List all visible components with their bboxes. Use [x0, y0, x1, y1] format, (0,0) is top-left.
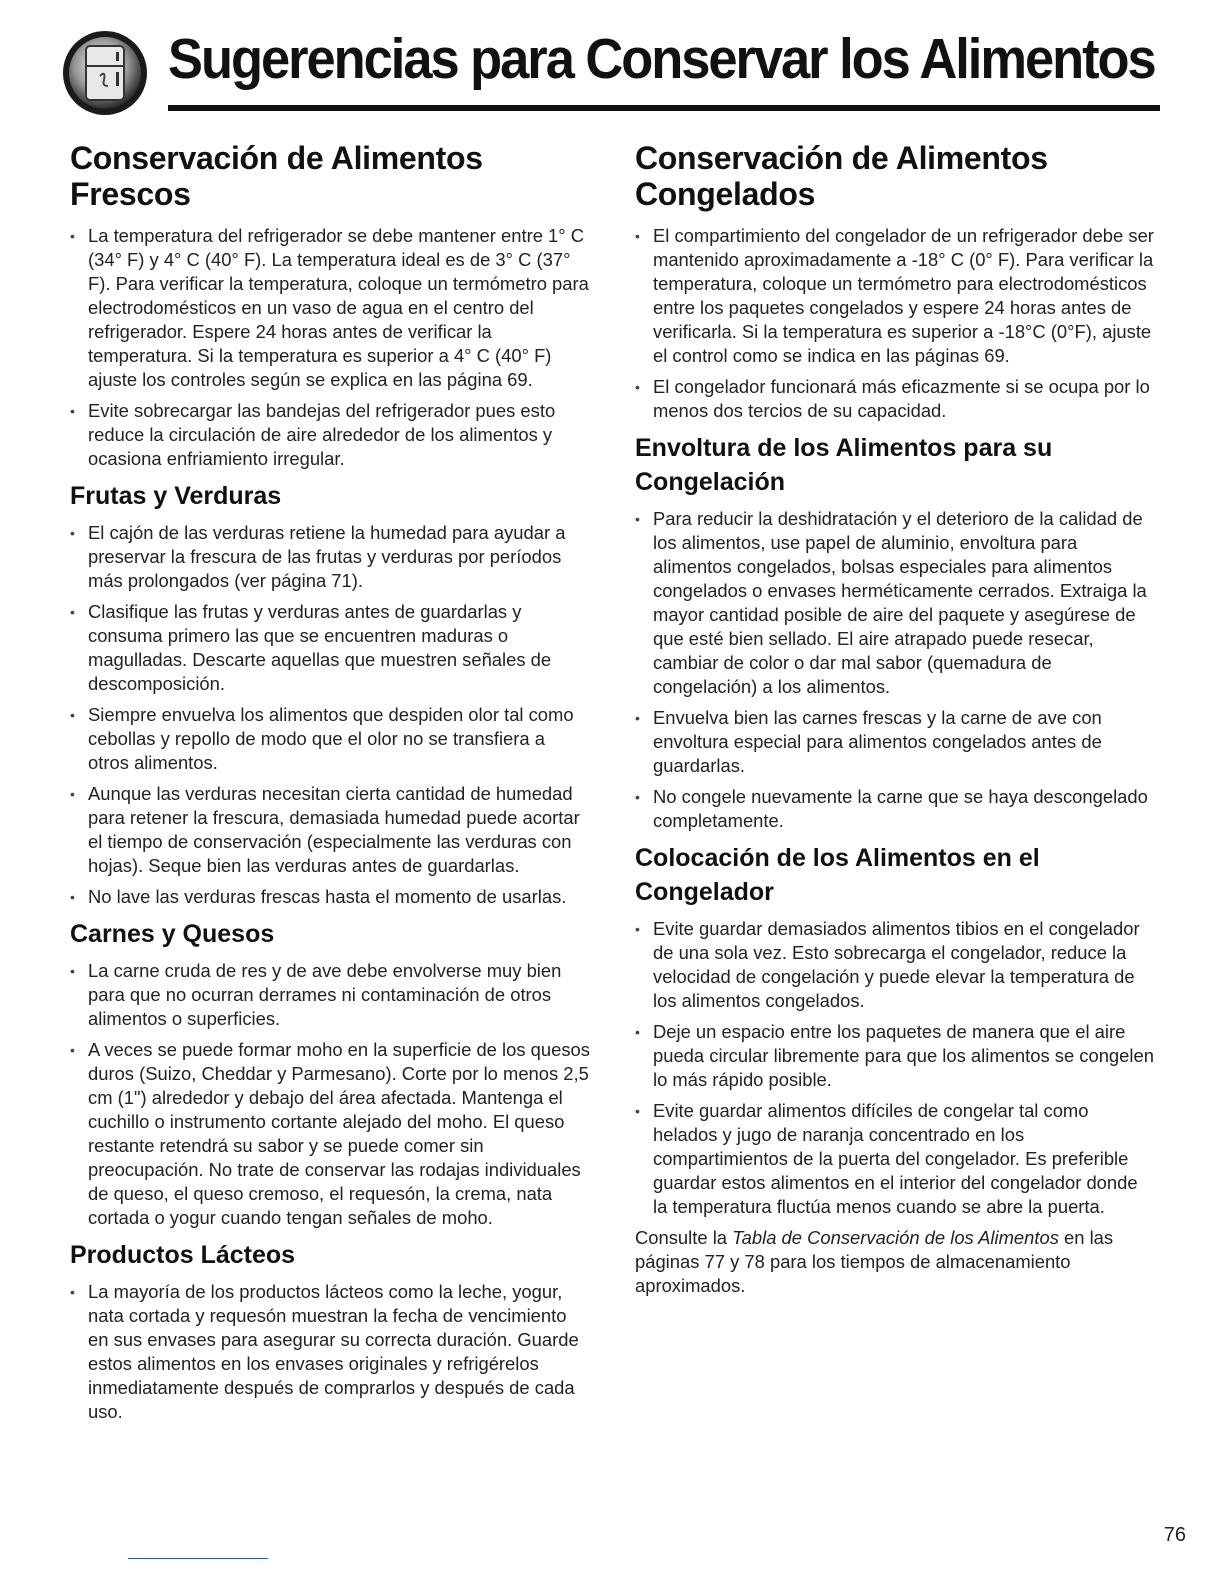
page-title: Sugerencias para Conservar los Alimentos	[168, 27, 1155, 91]
wrapping-section	[635, 431, 1155, 833]
frozen-food-section	[635, 140, 1155, 423]
list-item: • La temperatura del refrigerador se debe mantener entre 1° C (34° F) y 4° C (40° F). La temperatura ideal es de 3° C (37° F). Para verificar la temperatura, coloque un termómetro para electrodomésticos en un vaso de agua en el centro del refrigerador. Espere 24 horas antes de verificar la temperatura. Si la temperatura es superior a 4° C (40° F) ajuste los controles según se explica en las página 69.	[70, 224, 590, 392]
title-underline	[168, 105, 1160, 111]
subsection-title-wrapping: Envoltura de los Alimentos para su Congelación	[635, 434, 1053, 496]
storage-table-note	[635, 1226, 1155, 1298]
list-item: • Aunque las verduras necesitan cierta cantidad de humedad para retener la frescura, demasiada humedad puede acortar el tiempo de conservación (especialmente las verduras con hojas). Seque bien las verduras antes de guardarlas.	[70, 782, 590, 878]
list-item: • No lave las verduras frescas hasta el momento de usarlas.	[70, 885, 590, 909]
section-title-fresh: Conservación de Alimentos Frescos	[70, 140, 483, 212]
list-item: • El congelador funcionará más eficazmente si se ocupa por lo menos dos tercios de su capacidad.	[635, 375, 1155, 423]
list-item: • No congele nuevamente la carne que se haya descongelado completamente.	[635, 785, 1155, 833]
section-title-frozen: Conservación de Alimentos Congelados	[635, 140, 1048, 212]
footer-rule	[128, 1558, 268, 1559]
list-item: • Clasifique las frutas y verduras antes de guardarlas y consuma primero las que se encuentren maduras o magulladas. Descarte aquellas que muestren señales de descomposición.	[70, 600, 590, 696]
subsection-title-fruits: Frutas y Verduras	[70, 482, 282, 510]
list-item: • La mayoría de los productos lácteos como la leche, yogur, nata cortada y requesón muestran la fecha de vencimiento en sus envases para asegurar su correcta duración. Guarde estos alimentos en los envases originales y refrigérelos inmediatamente después de comprarlos y después de cada uso.	[70, 1280, 590, 1424]
list-item: • La carne cruda de res y de ave debe envolverse muy bien para que no ocurran derrames ni contaminación de otros alimentos o superficies.	[70, 959, 590, 1031]
list-item: • Siempre envuelva los alimentos que despiden olor tal como cebollas y repollo de modo que el olor no se transfiera a otros alimentos.	[70, 703, 590, 775]
subsection-title-dairy: Productos Lácteos	[70, 1241, 296, 1269]
bullet-list	[635, 507, 1155, 833]
refrigerator-icon	[60, 28, 150, 118]
list-item: • El cajón de las verduras retiene la humedad para ayudar a preservar la frescura de las frutas y verduras por períodos más prolongados (ver página 71).	[70, 521, 590, 593]
bullet-list	[70, 1280, 590, 1424]
list-item: • Para reducir la deshidratación y el deterioro de la calidad de los alimentos, use papel de aluminio, envoltura para alimentos congelados, bolsas especiales para alimentos congelados o envases herméticamente cerrados. Extraiga la mayor cantidad posible de aire del paquete y asegúrese de que esté bien sellado. El aire atrapado puede resecar, cambiar de color o dar mal sabor (quemadura de congelación) a los alimentos.	[635, 507, 1155, 699]
list-item: • Envuelva bien las carnes frescas y la carne de ave con envoltura especial para alimentos congelados antes de guardarlas.	[635, 706, 1155, 778]
fruits-vegetables-section	[70, 479, 590, 909]
page-header	[60, 20, 1155, 115]
subsection-title-meats: Carnes y Quesos	[70, 920, 275, 948]
bullet-list	[635, 917, 1155, 1219]
list-item: • Evite sobrecargar las bandejas del refrigerador pues esto reduce la circulación de aire alrededor de los alimentos y ocasiona enfriamiento irregular.	[70, 399, 590, 471]
note-prefix: Consulte la	[635, 1227, 733, 1248]
list-item: • Deje un espacio entre los paquetes de manera que el aire pueda circular libremente para que los alimentos se congelen lo más rápido posible.	[635, 1020, 1155, 1092]
page-number: 76	[1163, 1524, 1186, 1546]
left-column	[70, 140, 590, 1431]
bullet-list	[635, 224, 1155, 423]
meats-cheeses-section	[70, 917, 590, 1230]
bullet-list	[70, 224, 590, 471]
list-item: • Evite guardar demasiados alimentos tibios en el congelador de una sola vez. Esto sobrecarga el congelador, reduce la velocidad de congelación y puede elevar la temperatura de los alimentos congelados.	[635, 917, 1155, 1013]
dairy-section	[70, 1238, 590, 1424]
note-table-reference: Tabla de Conservación de los Alimentos	[732, 1227, 1059, 1248]
placement-section	[635, 841, 1155, 1298]
right-column	[635, 140, 1155, 1298]
list-item: • Evite guardar alimentos difíciles de congelar tal como helados y jugo de naranja concentrado en los compartimientos de la puerta del congelador. Es preferible guardar estos alimentos en el interior del congelador donde la temperatura fluctúa menos cuando se abre la puerta.	[635, 1099, 1155, 1219]
note-suffix: en las páginas 77 y 78 para los tiempos de almacenamiento aproximados.	[635, 1227, 1114, 1296]
bullet-list	[70, 521, 590, 909]
list-item: • El compartimiento del congelador de un refrigerador debe ser mantenido aproximadamente a -18° C (0° F). Para verificar la temperatura, coloque un termómetro para electrodomésticos entre los paquetes congelados y espere 24 horas antes de verificarla. Si la temperatura es superior a -18°C (0°F), ajuste el control como se indica en las páginas 69.	[635, 224, 1155, 368]
list-item: • A veces se puede formar moho en la superficie de los quesos duros (Suizo, Cheddar y Parmesano). Corte por lo menos 2,5 cm (1") alrededor y debajo del área afectada. Mantenga el cuchillo o instrumento cortante alejado del moho. El queso restante retendrá su sabor y se puede comer sin preocupación. No trate de conservar las rodajas individuales de queso, el queso cremoso, el requesón, la crema, nata cortada o yogur cuando tengan señales de moho.	[70, 1038, 590, 1230]
bullet-list	[70, 959, 590, 1230]
fresh-food-section	[70, 140, 590, 471]
subsection-title-placement: Colocación de los Alimentos en el Congelador	[635, 844, 1040, 906]
